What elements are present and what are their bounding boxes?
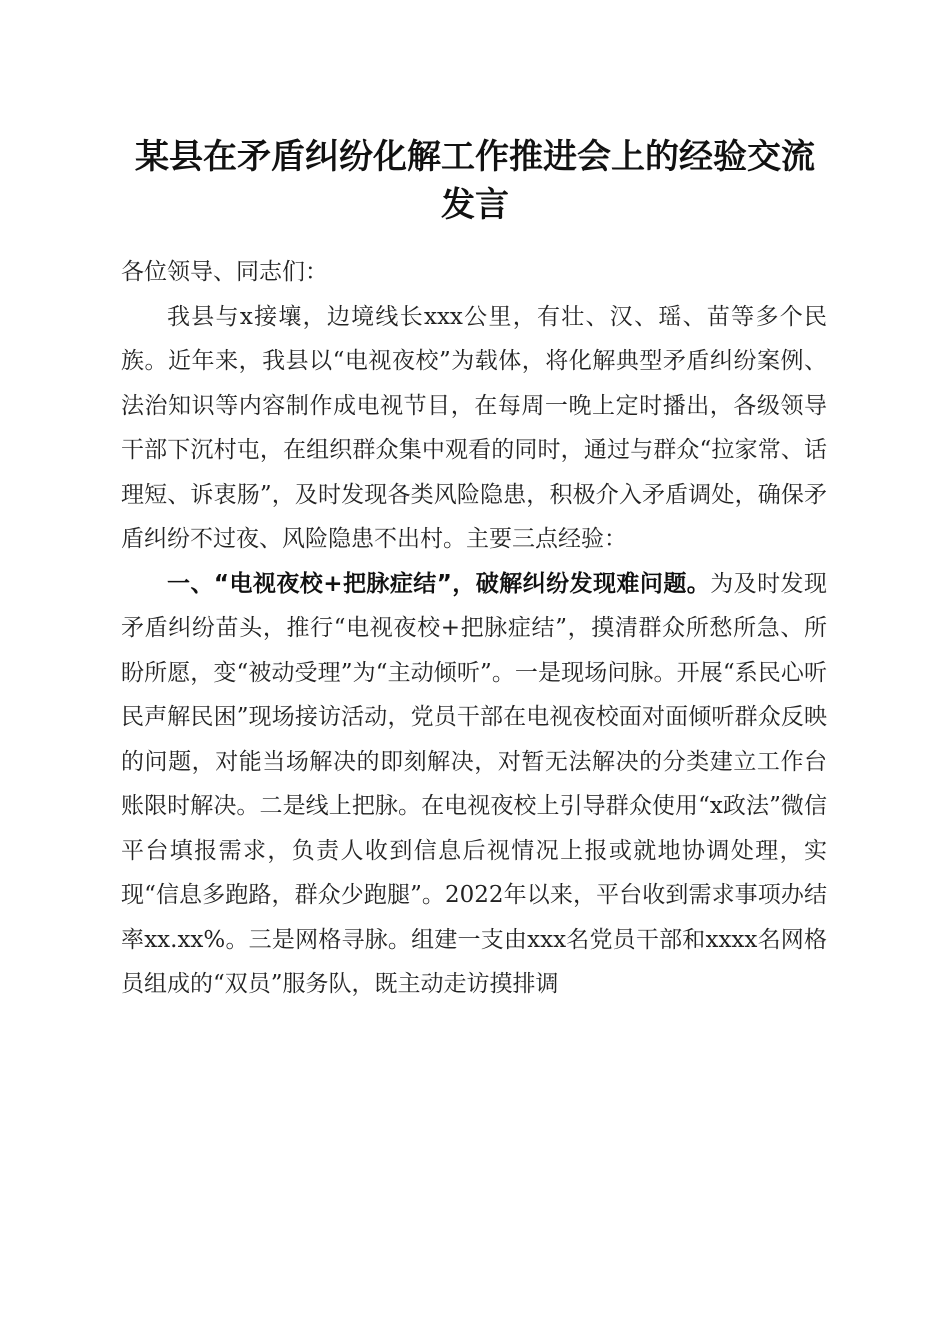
- title-line-2: 发言: [441, 185, 509, 225]
- section-1-paragraph: [121, 562, 827, 1007]
- document-title: [100, 133, 850, 229]
- document-body: [121, 250, 827, 1007]
- intro-paragraph: 我县与x接壤，边境线长xxx公里，有壮、汉、瑶、苗等多个民族。近年来，我县以“电视夜校”为载体，将化解典型矛盾纠纷案例、法治知识等内容制作成电视节目，在每周一晚上定时播出，各级领导干部下沉村屯，在组织群众集中观看的同时，通过与群众“拉家常、话理短、诉衷肠”，及时发现各类风险隐患，积极介入矛盾调处，确保矛盾纠纷不过夜、风险隐患不出村。主要三点经验：: [121, 303, 827, 552]
- section-1-heading: 一、“电视夜校+把脉症结”，破解纠纷发现难问题。: [167, 570, 711, 597]
- salutation: 各位领导、同志们：: [121, 259, 328, 285]
- section-1-body: 为及时发现矛盾纠纷苗头，推行“电视夜校+把脉症结”，摸清群众所愁所急、所盼所愿，变“被动受理”为“主动倾听”。一是现场问脉。开展“系民心听民声解民困”现场接访活动，党员干部在电视夜校面对面倾听群众反映的问题，对能当场解决的即刻解决，对暂无法解决的分类建立工作台账限时解决。二是线上把脉。在电视夜校上引导群众使用“x政法”微信平台填报需求，负责人收到信息后视情况上报或就地协调处理，实现“信息多跑路，群众少跑腿”。2022年以来，平台收到需求事项办结率xx.xx%。三是网格寻脉。组建一支由xxx名党员干部和xxxx名网格员组成的“双员”服务队，既主动走访摸排调: [121, 570, 828, 997]
- title-line-1: 某县在矛盾纠纷化解工作推进会上的经验交流: [135, 137, 815, 177]
